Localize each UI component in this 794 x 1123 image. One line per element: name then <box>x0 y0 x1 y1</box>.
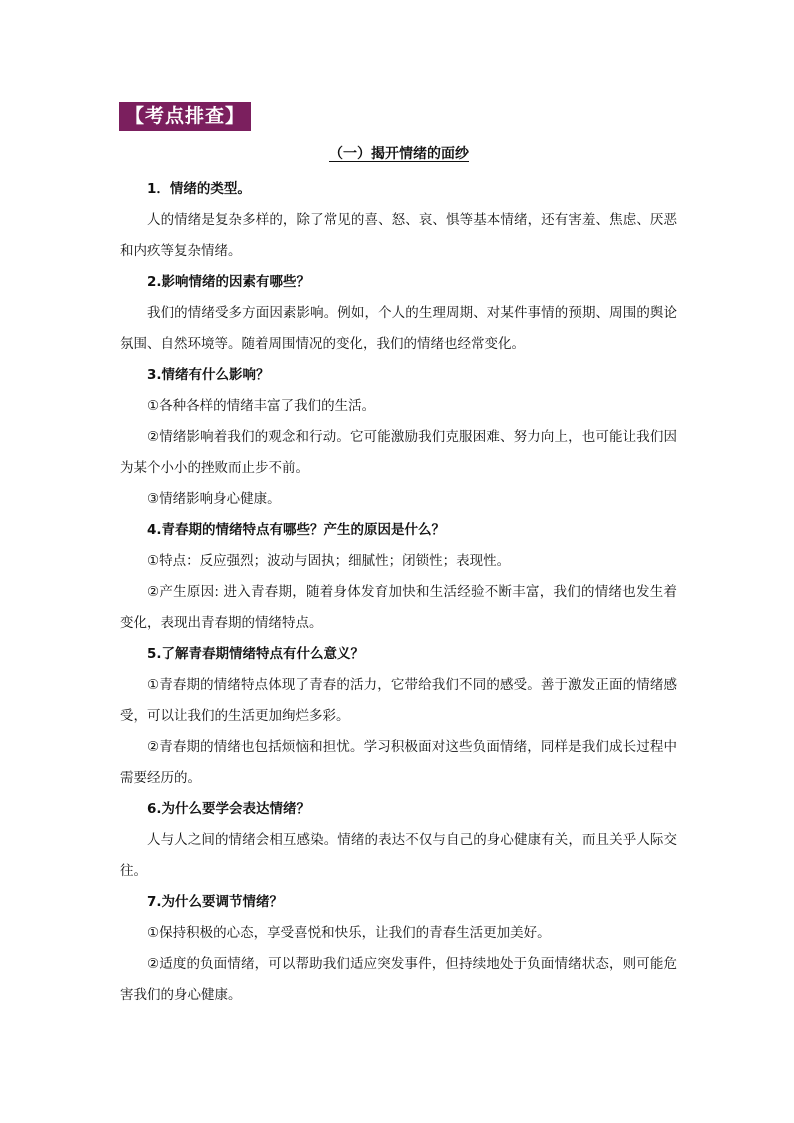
question-heading: 4.青春期的情绪特点有哪些？产生的原因是什么？ <box>147 522 446 538</box>
question-heading: 7.为什么要调节情绪？ <box>147 894 284 910</box>
answer-paragraph: 人与人之间的情绪会相互感染。情绪的表达不仅与自己的身心健康有关，而且关乎人际交往。 <box>120 832 677 879</box>
question-heading: 5.了解青春期情绪特点有什么意义？ <box>147 646 365 662</box>
section-title <box>0 144 794 164</box>
section-title-text: （一）揭开情绪的面纱 <box>329 146 469 162</box>
answer-paragraph: 我们的情绪受多方面因素影响。例如，个人的生理周期、对某件事情的预期、周围的舆论氛围、自然环境等。随着周围情况的变化，我们的情绪也经常变化。 <box>120 305 677 352</box>
question-heading: 2.影响情绪的因素有哪些？ <box>147 274 311 290</box>
question-heading: 6.为什么要学会表达情绪？ <box>147 801 311 817</box>
answer-paragraph: ①各种各样的情绪丰富了我们的生活。 <box>147 398 376 414</box>
answer-paragraph: ②情绪影响着我们的观念和行动。它可能激励我们克服困难、努力向上，也可能让我们因为某个小小的挫败而止步不前。 <box>120 429 677 476</box>
answer-paragraph: ③情绪影响身心健康。 <box>147 491 281 507</box>
answer-paragraph: ①保持积极的心态，享受喜悦和快乐，让我们的青春生活更加美好。 <box>147 925 551 941</box>
content-body <box>120 174 677 1011</box>
section-banner: 【考点排查】 <box>119 102 251 131</box>
question-heading: 1．情绪的类型。 <box>147 181 251 197</box>
answer-paragraph: ②适度的负面情绪，可以帮助我们适应突发事件，但持续地处于负面情绪状态，则可能危害我们的身心健康。 <box>120 956 677 1003</box>
answer-paragraph: 人的情绪是复杂多样的，除了常见的喜、怒、哀、惧等基本情绪，还有害羞、焦虑、厌恶和内疚等复杂情绪。 <box>120 212 677 259</box>
answer-paragraph: ②青春期的情绪也包括烦恼和担忧。学习积极面对这些负面情绪，同样是我们成长过程中需要经历的。 <box>120 739 677 786</box>
answer-paragraph: ①特点：反应强烈；波动与固执；细腻性；闭锁性；表现性。 <box>147 553 511 569</box>
answer-paragraph: ①青春期的情绪特点体现了青春的活力，它带给我们不同的感受。善于激发正面的情绪感受，可以让我们的生活更加绚烂多彩。 <box>120 677 677 724</box>
answer-paragraph: ②产生原因: 进入青春期，随着身体发育加快和生活经验不断丰富，我们的情绪也发生着变化，表现出青春期的情绪特点。 <box>120 584 677 631</box>
question-heading: 3.情绪有什么影响？ <box>147 367 270 383</box>
